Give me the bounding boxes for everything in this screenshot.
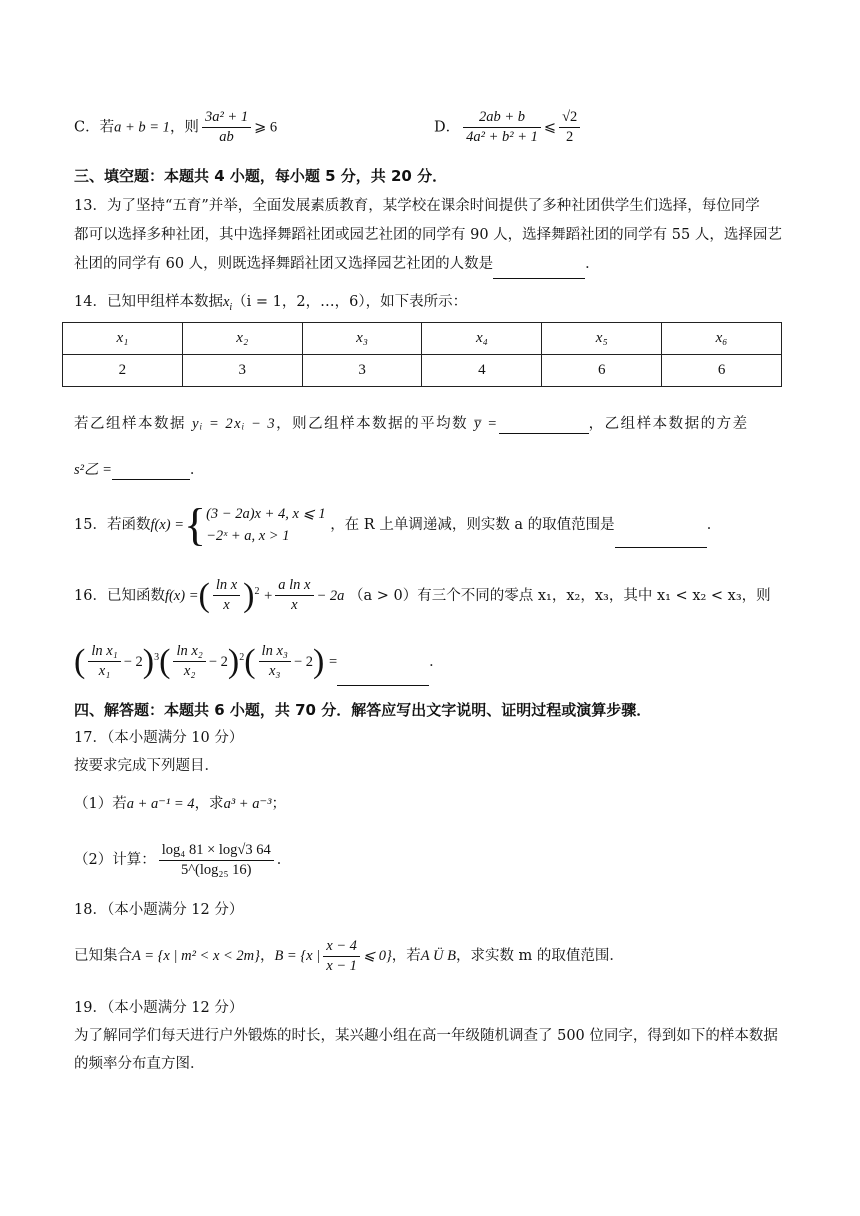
- answer-blank-14-variance[interactable]: [112, 463, 190, 480]
- answer-blank-14-mean[interactable]: [499, 417, 589, 434]
- question-17-instruction: 按要求完成下列题目．: [74, 758, 219, 774]
- answer-blank-15[interactable]: [615, 531, 707, 548]
- question-19-title: 19．（本小题满分 12 分）: [74, 1000, 244, 1016]
- table-cell: 3: [182, 355, 302, 387]
- left-brace: {: [183, 499, 207, 550]
- sample-data-table: [62, 322, 782, 387]
- answer-blank-16[interactable]: [337, 669, 429, 686]
- piecewise-cases: (3 − 2a)x + 4, x ⩽ 1 −2ˣ + a, x > 1: [206, 506, 326, 544]
- table-cell: 2: [63, 355, 183, 387]
- table-header-cell: x₄: [422, 323, 542, 355]
- option-d-fraction: $\frac{2ab + b}{\text{4a² + b² + 1}}$: [463, 108, 541, 147]
- question-16-line1: 16．已知函数f(x) =( $\frac{\text{ln x}}{x}$ )$^2$ + $\frac{\text{a ln x}}{x}$ − 2a （a > 0）有三个不同的零点 x₁，x₂，x₃，其中 x₁ < x₂ < x₃，则: [74, 576, 771, 614]
- table-cell: 3: [302, 355, 422, 387]
- question-14-follow: 若乙组样本数据 yᵢ = 2xᵢ − 3，则乙组样本数据的平均数 y̅ = ，乙组样本数据的方差: [74, 416, 749, 432]
- table-row: [63, 355, 782, 387]
- question-13: 13．为了坚持“五育”并举，全面发展素质教育，某学校在课余时间提供了多种社团供学生们选择，每位同学 都可以选择多种社团，其中选择舞蹈社团或园艺社团的同学有 90 人，选择舞蹈社团的同学有 55 人，选择园艺 社团的同学有 60 人，则既选择舞蹈社团又选择园艺社团的人数是 ．: [74, 192, 790, 279]
- question-16-line2: ( $\frac{\text{ln x₁}}{\text{x₁}}$ − 2)$^3$( $\frac{\text{ln x₂}}{\text{x₂}}$ − 2)$^2$( $\frac{\text{ln x₃}}{\text{x₃}}$ − 2) = ．: [74, 634, 444, 686]
- option-d: D． $\frac{2ab + b}{\text{4a² + b² + 1}}$ ⩽ $\frac{√2}{2}$: [434, 108, 583, 147]
- answer-blank-13[interactable]: [493, 262, 585, 279]
- question-15: 15．若函数f(x) ={ (3 − 2a)x + 4, x ⩽ 1 −2ˣ + a, x > 1 ，在 R 上单调递减，则实数 a 的取值范围是 ．: [74, 499, 722, 550]
- question-18-body: 已知集合A = {x | m² < x < 2m}，B = {x | $\frac{x - 4}{x - 1}$ ⩽ 0}，若A Ü B，求实数 m 的取值范围．: [74, 937, 624, 974]
- table-cell: 6: [542, 355, 662, 387]
- question-14-intro: 14．已知甲组样本数据$x_i(i = 1$，2，…，6），如下表所示：: [74, 294, 468, 313]
- table-header-cell: x₂: [182, 323, 302, 355]
- option-d-rhs: $\frac{√2}{2}$: [559, 108, 580, 147]
- table-header-cell: x₁: [63, 323, 183, 355]
- question-17-part1: （1）若a + a⁻¹ = 4，求a³ + a⁻³；: [74, 796, 286, 812]
- section4-heading: 四、解答题：本题共 6 小题，共 70 分．解答应写出文字说明、证明过程或演算步骤．: [74, 701, 652, 719]
- table-header-cell: x₃: [302, 323, 422, 355]
- table-row: [63, 323, 782, 355]
- question-19-body: 为了解同学们每天进行户外锻炼的时长，某兴趣小组在高一年级随机调查了 500 位同字，得到如下的样本数据 的频率分布直方图．: [74, 1028, 778, 1072]
- table-cell: 6: [662, 355, 782, 387]
- question-17-title: 17．（本小题满分 10 分）: [74, 730, 244, 746]
- option-c-fraction: $\frac{\text{3a² + 1}}{ab}$: [202, 108, 251, 147]
- option-c-condition: a + b = 1: [114, 119, 170, 136]
- section3-heading: 三、填空题：本题共 4 小题，每小题 5 分，共 20 分．: [74, 167, 448, 185]
- option-c: C．若a + b = 1，则 $\frac{\text{3a² + 1}}{ab}$ ⩾ 6: [74, 109, 278, 145]
- question-18-title: 18．（本小题满分 12 分）: [74, 902, 244, 918]
- table-header-cell: x₆: [662, 323, 782, 355]
- question-14-variance: s²乙 = ．: [74, 462, 205, 478]
- log-fraction: $\frac{\text{log₄ 81 × log√3 64}}{\text{5\textasciicircum{}(log₂₅ 16)}}$: [159, 841, 274, 880]
- question-17-part2: （2）计算： $\frac{\text{log₄ 81 × log√3 64}}{\text{5\textasciicircum{}(log₂₅ 16)}}$ ．: [74, 841, 292, 878]
- table-cell: 4: [422, 355, 542, 387]
- table-header-cell: x₅: [542, 323, 662, 355]
